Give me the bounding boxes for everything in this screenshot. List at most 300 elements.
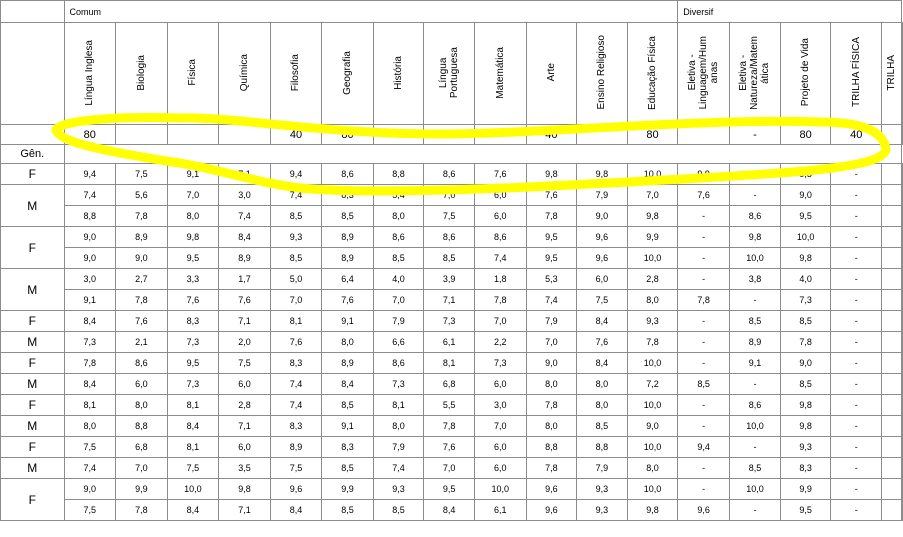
- group-diversif: Diversif: [678, 1, 902, 23]
- grade-cell: 8,0: [526, 374, 577, 395]
- grade-cell: 10,0: [474, 479, 526, 500]
- grade-cell: -: [678, 479, 730, 500]
- grade-cell: 8,4: [64, 311, 116, 332]
- grade-cell: -: [678, 206, 730, 227]
- grade-cell: -: [831, 311, 882, 332]
- subject-header: [64, 23, 116, 125]
- grade-cell: 2,8: [627, 269, 678, 290]
- grade-cell: 6,0: [474, 206, 526, 227]
- grade-cell: 7,5: [577, 290, 628, 311]
- grade-cell: 2,0: [219, 332, 271, 353]
- grade-cell: 6,0: [219, 437, 271, 458]
- grade-cell: 9,8: [577, 164, 628, 185]
- table-row: [1, 332, 903, 353]
- grade-cell: [882, 416, 902, 437]
- grade-cell: 9,6: [577, 248, 628, 269]
- overflow-cell: [902, 437, 903, 458]
- grade-cell: -: [831, 332, 882, 353]
- table-row: [1, 185, 903, 206]
- grade-cell: -: [730, 500, 781, 521]
- grade-cell: 8,4: [167, 500, 219, 521]
- grade-cell: 7,3: [64, 332, 116, 353]
- hours-label-cell: [1, 125, 65, 145]
- grade-cell: 7,3: [780, 290, 831, 311]
- grade-cell: 9,1: [322, 311, 374, 332]
- grade-cell: 8,5: [322, 206, 374, 227]
- hours-cell: 80: [780, 125, 831, 145]
- grade-cell: -: [678, 227, 730, 248]
- grade-cell: 3,8: [730, 269, 781, 290]
- grade-cell: -: [831, 353, 882, 374]
- grade-cell: 8,8: [526, 437, 577, 458]
- gender-cell: F: [1, 227, 65, 269]
- grade-cell: -: [831, 269, 882, 290]
- grade-cell: -: [831, 416, 882, 437]
- gender-cell: F: [1, 479, 65, 521]
- grade-cell: 3,0: [474, 395, 526, 416]
- grade-cell: 7,1: [219, 164, 271, 185]
- grade-cell: 8,1: [373, 395, 424, 416]
- grade-cell: 7,4: [270, 374, 322, 395]
- grade-cell: 8,4: [219, 227, 271, 248]
- table-row: [1, 500, 903, 521]
- grade-cell: 7,1: [219, 500, 271, 521]
- grade-cell: 8,6: [424, 164, 475, 185]
- grade-cell: 8,5: [373, 500, 424, 521]
- grade-cell: -: [730, 290, 781, 311]
- subject-name: TRILHA: [886, 54, 897, 91]
- grade-cell: 7,5: [64, 500, 116, 521]
- grade-cell: 7,8: [116, 500, 168, 521]
- grade-cell: 7,3: [474, 353, 526, 374]
- grade-cell: 9,0: [780, 353, 831, 374]
- overflow-cell: [902, 458, 903, 479]
- grade-cell: 7,0: [270, 290, 322, 311]
- subject-header: [219, 23, 271, 125]
- grade-cell: 9,3: [577, 479, 628, 500]
- grade-cell: 6,4: [322, 269, 374, 290]
- table-row: [1, 458, 903, 479]
- grade-cell: 7,4: [219, 206, 271, 227]
- grade-cell: 9,8: [219, 479, 271, 500]
- grade-cell: 8,0: [577, 374, 628, 395]
- subject-name: Eletiva - Natureza/Matem ática: [738, 35, 772, 110]
- grade-cell: 3,0: [64, 269, 116, 290]
- grade-cell: 3,0: [219, 185, 271, 206]
- grade-cell: -: [831, 458, 882, 479]
- grade-cell: 6,0: [474, 374, 526, 395]
- grade-cell: 8,1: [424, 353, 475, 374]
- grade-cell: -: [678, 269, 730, 290]
- grade-cell: 8,0: [627, 290, 678, 311]
- grade-cell: 8,1: [270, 311, 322, 332]
- table-row: [1, 164, 903, 185]
- grade-cell: [882, 500, 902, 521]
- grade-cell: 8,5: [270, 206, 322, 227]
- table-row: [1, 311, 903, 332]
- grade-cell: 9,4: [270, 164, 322, 185]
- grade-cell: 7,4: [270, 185, 322, 206]
- grade-cell: 9,8: [780, 416, 831, 437]
- subject-header: [373, 23, 424, 125]
- gender-cell: F: [1, 437, 65, 458]
- grade-cell: 4,0: [780, 269, 831, 290]
- subject-name: Geografia: [342, 50, 354, 95]
- grade-cell: 7,2: [627, 374, 678, 395]
- grade-cell: 7,0: [424, 458, 475, 479]
- grade-cell: 6,1: [474, 500, 526, 521]
- grade-cell: 8,3: [270, 416, 322, 437]
- grade-cell: 6,0: [474, 458, 526, 479]
- grade-cell: -: [831, 227, 882, 248]
- hours-cell: -: [730, 125, 781, 145]
- grade-cell: 2,7: [116, 269, 168, 290]
- grade-cell: 9,1: [322, 416, 374, 437]
- grade-cell: 7,9: [373, 311, 424, 332]
- grade-cell: [882, 248, 902, 269]
- grade-cell: 7,0: [526, 332, 577, 353]
- grade-cell: 10,0: [627, 437, 678, 458]
- grade-cell: 9,0: [526, 353, 577, 374]
- grade-cell: 7,8: [116, 206, 168, 227]
- subject-name: Projeto de Vida: [800, 38, 812, 107]
- grade-cell: 8,3: [167, 311, 219, 332]
- grade-cell: 8,0: [577, 395, 628, 416]
- grade-cell: 8,5: [730, 458, 781, 479]
- grade-cell: -: [831, 479, 882, 500]
- grade-cell: 8,9: [730, 332, 781, 353]
- subject-header-row: [1, 23, 903, 125]
- grade-cell: -: [831, 290, 882, 311]
- subject-header: [322, 23, 374, 125]
- grade-cell: 8,3: [270, 353, 322, 374]
- grade-cell: 9,5: [780, 164, 831, 185]
- subject-name: Língua Portuguesa: [438, 46, 461, 99]
- grade-cell: 9,8: [627, 206, 678, 227]
- grade-cell: 7,3: [167, 332, 219, 353]
- overflow-cell: [902, 353, 903, 374]
- grade-cell: -: [678, 311, 730, 332]
- hours-cell: 40: [270, 125, 322, 145]
- grade-cell: 7,6: [678, 185, 730, 206]
- table-row: [1, 227, 903, 248]
- grade-cell: [882, 269, 902, 290]
- grade-cell: 9,9: [780, 479, 831, 500]
- grade-cell: 6,1: [424, 332, 475, 353]
- grade-cell: 6,0: [116, 374, 168, 395]
- gender-cell: F: [1, 395, 65, 416]
- subject-name: Biologia: [135, 54, 147, 91]
- table-row: [1, 416, 903, 437]
- grade-cell: 9,1: [167, 164, 219, 185]
- grade-cell: 7,4: [64, 458, 116, 479]
- subject-name: Arte: [545, 63, 557, 82]
- grade-cell: 9,8: [526, 164, 577, 185]
- grade-cell: 8,9: [322, 248, 374, 269]
- overflow-cell: [902, 206, 903, 227]
- grade-cell: 9,3: [373, 479, 424, 500]
- grade-cell: 8,9: [219, 248, 271, 269]
- grade-cell: -: [678, 416, 730, 437]
- grade-cell: 7,0: [424, 185, 475, 206]
- grade-cell: 10,0: [730, 416, 781, 437]
- grade-cell: 8,6: [373, 353, 424, 374]
- subject-header: [882, 23, 902, 125]
- grade-cell: 8,9: [116, 227, 168, 248]
- grade-cell: 8,9: [322, 353, 374, 374]
- grade-cell: 9,3: [627, 311, 678, 332]
- overflow-cell: [902, 269, 903, 290]
- grade-cell: 9,9: [678, 164, 730, 185]
- grade-cell: 7,6: [474, 164, 526, 185]
- overflow-cell: [902, 185, 903, 206]
- grade-cell: 8,8: [577, 437, 628, 458]
- subject-name: TRILHA FÍSICA: [850, 37, 862, 108]
- grade-cell: 9,8: [730, 227, 781, 248]
- grade-cell: -: [831, 374, 882, 395]
- grade-cell: 7,5: [116, 164, 168, 185]
- grade-cell: 8,6: [424, 227, 475, 248]
- grade-cell: 7,0: [627, 185, 678, 206]
- gender-cell: F: [1, 311, 65, 332]
- gender-header-spacer: [64, 145, 901, 164]
- hours-cell: [167, 125, 219, 145]
- grade-cell: -: [831, 500, 882, 521]
- table-row: [1, 290, 903, 311]
- grade-cell: 9,8: [167, 227, 219, 248]
- grade-cell: 9,3: [780, 437, 831, 458]
- grade-cell: 7,9: [577, 185, 628, 206]
- grade-cell: 5,5: [424, 395, 475, 416]
- grade-cell: 8,8: [373, 164, 424, 185]
- grade-cell: 7,8: [64, 353, 116, 374]
- grade-cell: 6,0: [219, 374, 271, 395]
- subject-name: Matemática: [494, 46, 506, 99]
- grade-cell: 8,0: [373, 206, 424, 227]
- hours-cell: 80: [64, 125, 116, 145]
- grade-cell: 7,0: [373, 290, 424, 311]
- grade-cell: -: [730, 164, 781, 185]
- table-row: [1, 374, 903, 395]
- grade-cell: 7,4: [474, 248, 526, 269]
- group-comum: Comum: [64, 1, 678, 23]
- grade-cell: -: [831, 248, 882, 269]
- grade-cell: 8,4: [322, 374, 374, 395]
- overflow-cell: [902, 290, 903, 311]
- gender-cell: M: [1, 458, 65, 479]
- grade-cell: 7,6: [167, 290, 219, 311]
- grade-cell: 9,8: [780, 395, 831, 416]
- grade-cell: 8,5: [678, 374, 730, 395]
- subject-name: Química: [238, 53, 250, 92]
- grade-cell: 4,0: [373, 269, 424, 290]
- subject-header: [730, 23, 781, 125]
- table-row: [1, 353, 903, 374]
- grade-cell: 7,9: [526, 311, 577, 332]
- hours-cell: [882, 125, 902, 145]
- grade-cell: [882, 458, 902, 479]
- grade-cell: 8,5: [424, 248, 475, 269]
- hours-cell: [474, 125, 526, 145]
- grade-cell: 8,6: [730, 206, 781, 227]
- corner-cell: [1, 1, 65, 23]
- grade-cell: 8,6: [116, 353, 168, 374]
- grade-cell: 10,0: [627, 353, 678, 374]
- grade-cell: 3,9: [424, 269, 475, 290]
- hours-cell: 40: [831, 125, 882, 145]
- grade-cell: 7,0: [116, 458, 168, 479]
- subject-name: Língua Inglesa: [84, 39, 96, 106]
- overflow-cell: [902, 227, 903, 248]
- grade-cell: 10,0: [627, 164, 678, 185]
- grade-cell: -: [678, 332, 730, 353]
- table-row: [1, 206, 903, 227]
- grade-cell: 3,3: [167, 269, 219, 290]
- grade-cell: 7,1: [219, 416, 271, 437]
- grade-cell: 8,0: [373, 416, 424, 437]
- table-row: [1, 269, 903, 290]
- grade-cell: [882, 206, 902, 227]
- grade-cell: -: [730, 185, 781, 206]
- grade-cell: [882, 290, 902, 311]
- overflow-cell: [902, 479, 903, 500]
- grade-cell: 8,9: [322, 227, 374, 248]
- grade-cell: -: [730, 437, 781, 458]
- grade-cell: 7,1: [219, 311, 271, 332]
- grade-cell: 9,6: [678, 500, 730, 521]
- grade-cell: 8,0: [322, 332, 374, 353]
- overflow-cell: [902, 500, 903, 521]
- grade-cell: 7,5: [270, 458, 322, 479]
- grade-cell: 9,8: [627, 500, 678, 521]
- grade-cell: 8,0: [627, 458, 678, 479]
- table-row: [1, 479, 903, 500]
- grade-cell: [882, 227, 902, 248]
- hours-cell: 40: [526, 125, 577, 145]
- grade-cell: 7,3: [424, 311, 475, 332]
- grade-cell: 8,3: [322, 437, 374, 458]
- grade-cell: 10,0: [780, 227, 831, 248]
- grade-cell: 7,8: [526, 395, 577, 416]
- grade-cell: 8,0: [64, 416, 116, 437]
- grade-cell: [882, 479, 902, 500]
- grade-cell: 7,1: [424, 290, 475, 311]
- table-row: [1, 395, 903, 416]
- grade-cell: 9,6: [270, 479, 322, 500]
- grade-cell: 8,0: [526, 416, 577, 437]
- grade-cell: 8,5: [730, 311, 781, 332]
- grade-cell: 8,1: [64, 395, 116, 416]
- grade-cell: 10,0: [627, 479, 678, 500]
- overflow-cell: [902, 164, 903, 185]
- grade-cell: 7,8: [474, 290, 526, 311]
- subject-name: História: [393, 55, 405, 90]
- grade-cell: 9,5: [780, 206, 831, 227]
- grade-cell: 6,0: [474, 185, 526, 206]
- grade-cell: 9,4: [64, 164, 116, 185]
- hours-cell: 160: [424, 125, 475, 145]
- table-row: [1, 437, 903, 458]
- grade-cell: 7,6: [424, 437, 475, 458]
- subject-header: [577, 23, 628, 125]
- grade-cell: 7,5: [424, 206, 475, 227]
- grade-cell: 7,4: [270, 395, 322, 416]
- grade-cell: 8,3: [780, 458, 831, 479]
- grade-cell: 6,8: [116, 437, 168, 458]
- grade-cell: 8,3: [322, 185, 374, 206]
- grade-cell: [882, 185, 902, 206]
- grade-cell: 5,0: [270, 269, 322, 290]
- grade-cell: 8,5: [780, 311, 831, 332]
- grade-cell: 6,0: [577, 269, 628, 290]
- overflow-cell: [902, 23, 903, 125]
- grade-cell: 9,5: [424, 479, 475, 500]
- grade-cell: 9,0: [627, 416, 678, 437]
- subject-header: [526, 23, 577, 125]
- grade-cell: 9,0: [780, 185, 831, 206]
- grade-cell: 10,0: [627, 248, 678, 269]
- grade-cell: 10,0: [730, 479, 781, 500]
- grade-cell: 7,6: [577, 332, 628, 353]
- grade-cell: 9,5: [167, 353, 219, 374]
- grade-cell: [882, 437, 902, 458]
- grade-cell: 7,5: [219, 353, 271, 374]
- grade-cell: 9,3: [577, 500, 628, 521]
- grade-cell: 9,5: [780, 500, 831, 521]
- grade-cell: 9,8: [780, 248, 831, 269]
- grade-cell: 9,9: [627, 227, 678, 248]
- gender-header: Gên.: [1, 145, 65, 164]
- grade-cell: 7,6: [526, 185, 577, 206]
- grade-cell: 8,1: [167, 437, 219, 458]
- gender-cell: M: [1, 269, 65, 311]
- grade-cell: 8,9: [270, 437, 322, 458]
- grade-cell: 7,8: [116, 290, 168, 311]
- grade-cell: 2,1: [116, 332, 168, 353]
- grade-cell: 8,0: [116, 395, 168, 416]
- grade-cell: -: [831, 206, 882, 227]
- gender-cell: F: [1, 353, 65, 374]
- grade-cell: 7,9: [577, 458, 628, 479]
- grade-cell: 7,0: [474, 311, 526, 332]
- grade-cell: 7,6: [322, 290, 374, 311]
- grade-cell: 5,3: [526, 269, 577, 290]
- grade-cell: 5,4: [373, 185, 424, 206]
- grade-cell: 8,6: [730, 395, 781, 416]
- subject-header: [627, 23, 678, 125]
- grade-cell: 7,8: [678, 290, 730, 311]
- grade-cell: 7,4: [373, 458, 424, 479]
- grade-cell: 8,5: [322, 458, 374, 479]
- subject-header: [474, 23, 526, 125]
- grade-cell: 7,3: [373, 374, 424, 395]
- grade-cell: 8,5: [322, 500, 374, 521]
- overflow-cell: [902, 332, 903, 353]
- grade-cell: 10,0: [627, 395, 678, 416]
- subject-header: [116, 23, 168, 125]
- overflow-cell: [902, 395, 903, 416]
- grade-cell: [882, 374, 902, 395]
- grade-cell: 8,5: [780, 374, 831, 395]
- grade-cell: 9,0: [64, 479, 116, 500]
- gender-cell: M: [1, 374, 65, 395]
- grade-cell: -: [678, 248, 730, 269]
- grade-cell: -: [831, 164, 882, 185]
- grade-cell: 6,0: [474, 437, 526, 458]
- grade-cell: 6,8: [424, 374, 475, 395]
- grade-cell: 6,6: [373, 332, 424, 353]
- grade-cell: 2,2: [474, 332, 526, 353]
